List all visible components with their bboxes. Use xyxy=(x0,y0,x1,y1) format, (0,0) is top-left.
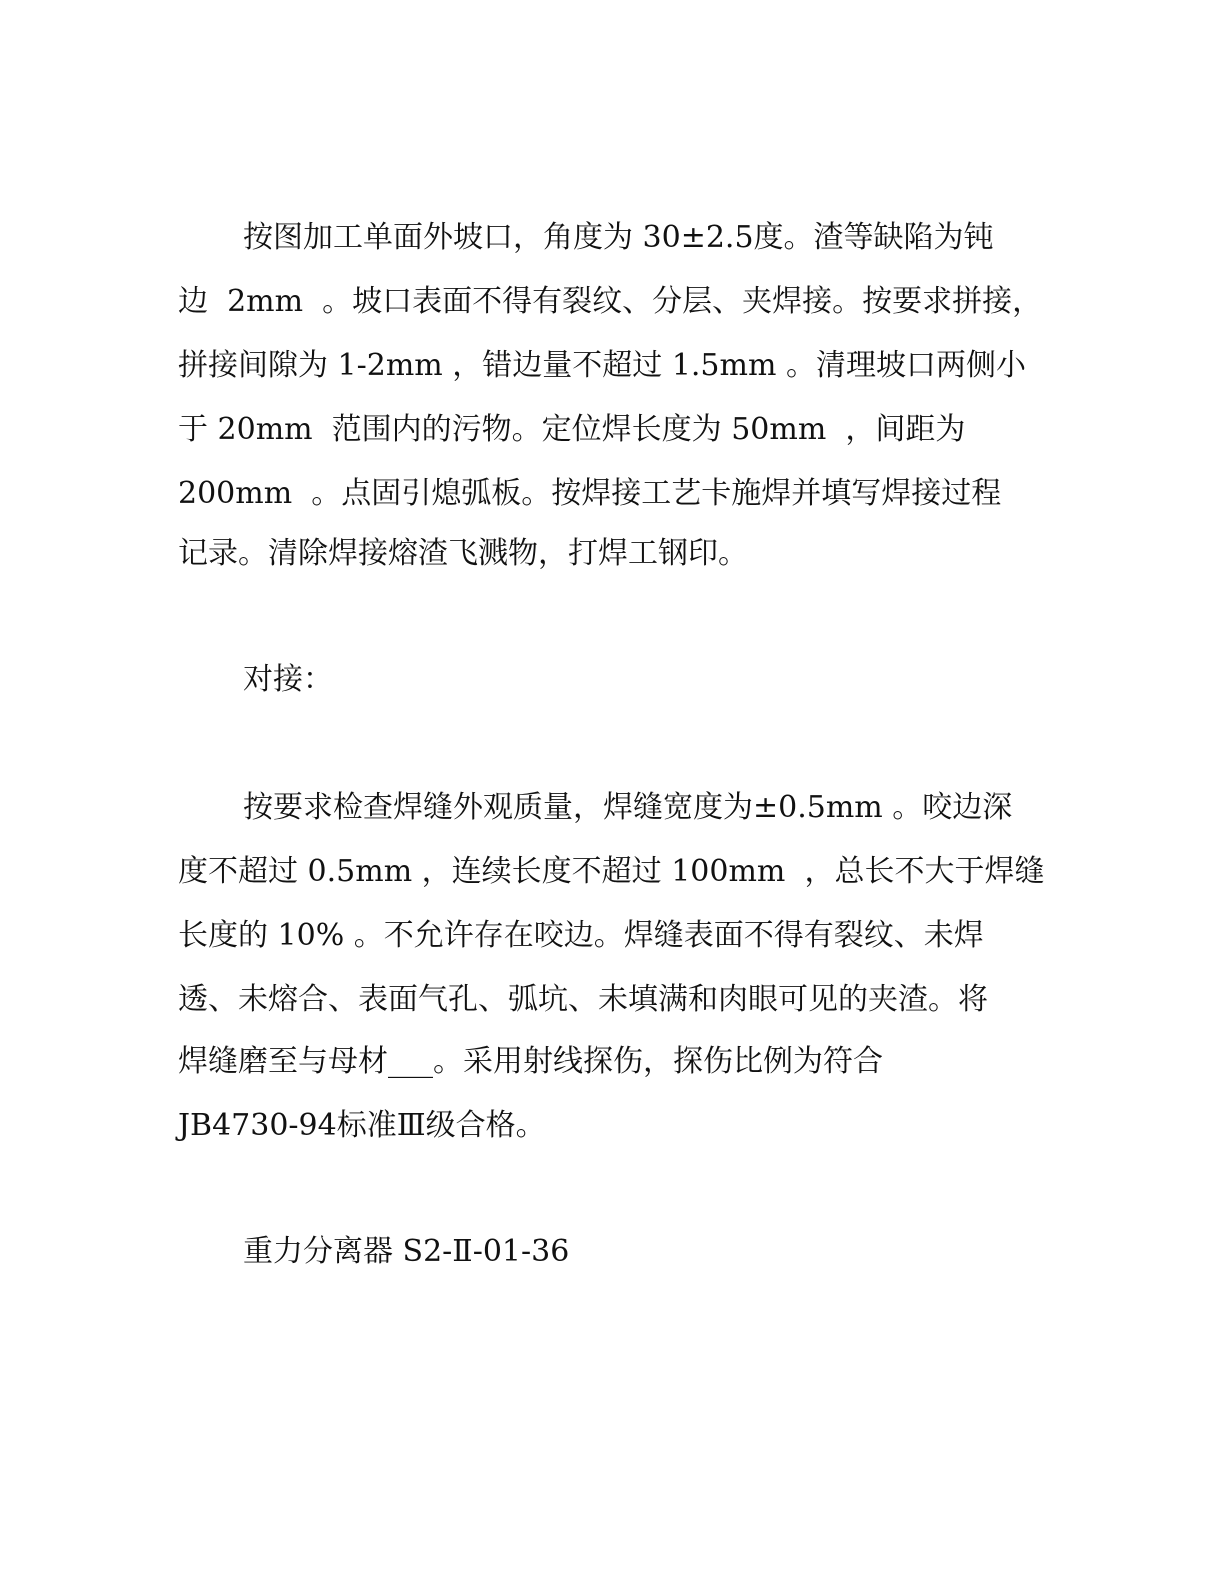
text-line: 透、未熔合、表面气孔、弧坑、未填满和肉眼可见的夹渣。将 xyxy=(178,982,988,1017)
text-line: 焊缝磨至与母材___。采用射线探伤，探伤比例为符合 xyxy=(178,1044,883,1079)
text-line: 200mm 。点固引熄弧板。按焊接工艺卡施焊并填写焊接过程 xyxy=(178,476,1002,511)
text-line: 边 2mm 。坡口表面不得有裂纹、分层、夹焊接。按要求拼接， xyxy=(178,284,1043,319)
text-line: 度不超过 0.5mm ，连续长度不超过 100mm ，总长不大于焊缝 xyxy=(178,854,1045,889)
text-line: 按要求检查焊缝外观质量，焊缝宽度为±0.5mm 。咬边深 xyxy=(243,790,1013,825)
section-heading: 对接： xyxy=(243,662,333,697)
text-line: 于 20mm 范围内的污物。定位焊长度为 50mm ，间距为 xyxy=(178,412,966,447)
text-line: JB4730-94标准Ⅲ级合格。 xyxy=(178,1108,546,1143)
text-line: 记录。清除焊接熔渣飞溅物，打焊工钢印。 xyxy=(178,536,748,571)
text-line: 按图加工单面外坡口，角度为 30±2.5度。渣等缺陷为钝 xyxy=(243,220,994,255)
equipment-title: 重力分离器 S2-Ⅱ-01-36 xyxy=(243,1234,570,1269)
text-line: 拼接间隙为 1-2mm ，错边量不超过 1.5mm 。清理坡口两侧小 xyxy=(178,348,1026,383)
text-line: 长度的 10% 。不允许存在咬边。焊缝表面不得有裂纹、未焊 xyxy=(178,918,984,953)
